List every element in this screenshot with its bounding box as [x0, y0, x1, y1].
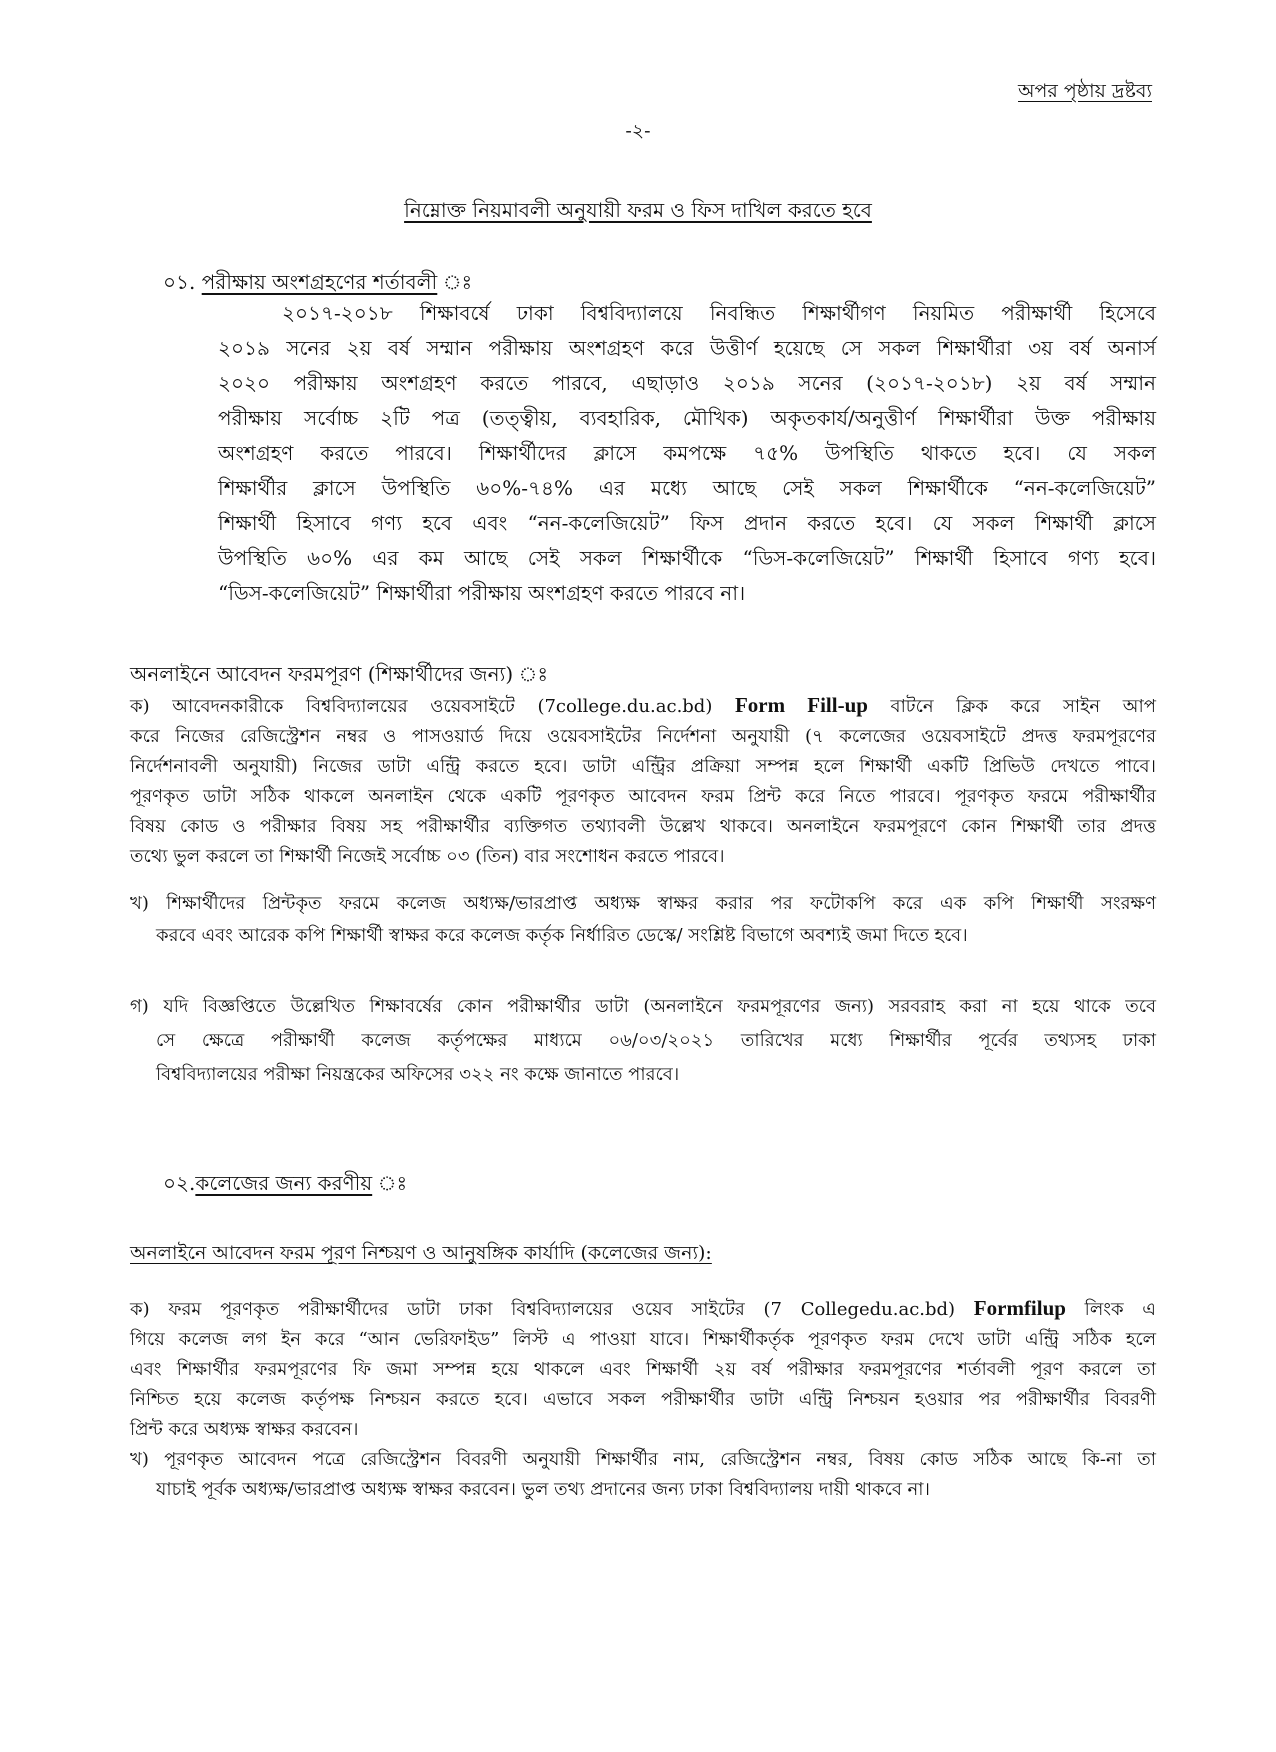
- paragraph-line: অংশগ্রহণ করতে পারবে। শিক্ষার্থীদের ক্লাসে কমপক্ষে ৭৫% উপস্থিতি থাকতে হবে। যে সকল: [218, 441, 1156, 465]
- section-2-number: ০২.: [163, 1171, 196, 1195]
- online-student-ka: [130, 690, 1156, 872]
- paragraph-line: নির্দেশনাবলী অনুযায়ী) নিজের ডাটা এন্ট্রি করতে হবে। ডাটা এন্ট্রির প্রক্রিয়া সম্পন্ন হলে শিক্ষার্থী একটি প্রিভিউ দেখতে পাবে।: [130, 756, 1156, 777]
- section-1-title: পরীক্ষায় অংশগ্রহণের শর্তাবলী: [201, 270, 438, 294]
- paragraph-line: খ) শিক্ষার্থীদের প্রিন্টকৃত ফরমে কলেজ অধ্যক্ষ/ভারপ্রাপ্ত অধ্যক্ষ স্বাক্ষর করার পর ফটোকপি করে এক কপি শিক্ষার্থী সংরক্ষণ: [130, 893, 1156, 914]
- section-1-number: ০১.: [163, 270, 196, 294]
- page-number: -২-: [625, 120, 651, 142]
- paragraph-line: [130, 690, 1156, 722]
- page-title: নিম্নোক্ত নিয়মাবলী অনুযায়ী ফরম ও ফিস দাখিল করতে হবে: [404, 198, 872, 222]
- form-fillup-button-ref: Form Fill-up: [734, 693, 868, 717]
- paragraph-line: যাচাই পূর্বক অধ্যক্ষ/ভারপ্রাপ্ত অধ্যক্ষ স্বাক্ষর করবেন। ভুল তথ্য প্রদানের জন্য ঢাকা বিশ্ববিদ্যালয় দায়ী থাকবে না।: [156, 1479, 930, 1500]
- paragraph-line: করে নিজের রেজিস্ট্রেশন নম্বর ও পাসওয়ার্ড দিয়ে ওয়েবসাইটের নির্দেশনা অনুযায়ী (৭ কলেজের ওয়েবসাইটে প্রদত্ত ফরমপূরণের: [130, 726, 1156, 747]
- paragraph-line: গ) যদি বিজ্ঞপ্তিতে উল্লেখিত শিক্ষাবর্ষের কোন পরীক্ষার্থীর ডাটা (অনলাইনে ফরমপূরণের জন্য) সরবরাহ করা না হয়ে থাকে তবে: [130, 996, 1156, 1017]
- section-1-colon: ঃ: [437, 270, 473, 294]
- formfilup-link-ref: Formfilup: [973, 1296, 1066, 1320]
- paragraph-line: পরীক্ষায় সর্বোচ্চ ২টি পত্র (তত্ত্বীয়, ব্যবহারিক, মৌখিক) অকৃতকার্য/অনুত্তীর্ণ শিক্ষার্থীরা উক্ত পরীক্ষায়: [218, 406, 1156, 430]
- paragraph-line: পূরণকৃত ডাটা সঠিক থাকলে অনলাইন থেকে একটি পূরণকৃত আবেদন ফরম প্রিন্ট করে নিতে পারবে। পূরণকৃত ফরমে পরীক্ষার্থীর: [130, 786, 1156, 807]
- paragraph-line: গিয়ে কলেজ লগ ইন করে “আন ভেরিফাইড” লিস্ট এ পাওয়া যাবে। শিক্ষার্থীকর্তৃক পূরণকৃত ফরম দেখে ডাটা এন্ট্রি সঠিক হলে: [130, 1329, 1156, 1350]
- paragraph-line: ২০১৯ সনের ২য় বর্ষ সম্মান পরীক্ষায় অংশগ্রহণ করে উত্তীর্ণ হয়েছে সে সকল শিক্ষার্থীরা ৩য় বর্ষ অনার্স: [218, 336, 1156, 360]
- section-1-heading: [163, 270, 472, 294]
- paragraph-line: শিক্ষার্থী হিসাবে গণ্য হবে এবং “নন-কলেজিয়েট” ফিস প্রদান করতে হবে। যে সকল শিক্ষার্থী ক্লাসে: [218, 511, 1156, 535]
- online-student-heading: অনলাইনে আবেদন ফরমপূরণ (শিক্ষার্থীদের জন্য) ঃ: [130, 662, 549, 686]
- ka-text-post: লিংক এ: [1065, 1299, 1156, 1320]
- paragraph-line: এবং শিক্ষার্থীর ফরমপূরণের ফি জমা সম্পন্ন হয়ে থাকলে এবং শিক্ষার্থী ২য় বর্ষ পরীক্ষার ফরমপূরণের শর্তাবলী পূরণ করলে তা: [130, 1359, 1156, 1380]
- paragraph-line: “ডিস-কলেজিয়েট” শিক্ষার্থীরা পরীক্ষায় অংশগ্রহণ করতে পারবে না।: [218, 581, 746, 605]
- section-2-colon: ঃ: [372, 1171, 408, 1195]
- paragraph-line: ২০২০ পরীক্ষায় অংশগ্রহণ করতে পারবে, এছাড়াও ২০১৯ সনের (২০১৭-২০১৮) ২য় বর্ষ সম্মান: [218, 371, 1156, 395]
- paragraph-line: ২০১৭-২০১৮ শিক্ষাবর্ষে ঢাকা বিশ্ববিদ্যালয়ে নিবন্ধিত শিক্ষার্থীগণ নিয়মিত পরীক্ষার্থী হিসেবে: [282, 301, 1156, 325]
- section-2-heading: [163, 1171, 407, 1195]
- online-student-ga: [130, 990, 1156, 1092]
- online-college-heading: অনলাইনে আবেদন ফরম পূরণ নিশ্চয়ণ ও আনুষঙ্গিক কার্যাদি (কলেজের জন্য):: [130, 1242, 712, 1264]
- ka-text-pre: ক) ফরম পূরণকৃত পরীক্ষার্থীদের ডাটা ঢাকা বিশ্ববিদ্যালয়ের ওয়েব সাইটের (7 Collegedu.ac.bd): [130, 1299, 974, 1320]
- paragraph-line: নিশ্চিত হয়ে কলেজ কর্তৃপক্ষ নিশ্চয়ন করতে হবে। এভাবে সকল পরীক্ষার্থীর ডাটা এন্ট্রি নিশ্চয়ন হওয়ার পর পরীক্ষার্থীর বিবরণী: [130, 1389, 1156, 1410]
- ka-text-post: বাটনে ক্লিক করে সাইন আপ: [867, 696, 1156, 717]
- paragraph-line: [130, 1293, 1156, 1325]
- paragraph-line: শিক্ষার্থীর ক্লাসে উপস্থিতি ৬০%-৭৪% এর মধ্যে আছে সেই সকল শিক্ষার্থীকে “নন-কলেজিয়েট”: [218, 476, 1156, 500]
- paragraph-line: খ) পূরণকৃত আবেদন পত্রে রেজিস্ট্রেশন বিবরণী অনুযায়ী শিক্ষার্থীর নাম, রেজিস্ট্রেশন নম্বর, বিষয় কোড সঠিক আছে কি-না তা: [130, 1449, 1156, 1470]
- paragraph-line: সে ক্ষেত্রে পরীক্ষার্থী কলেজ কর্তৃপক্ষের মাধ্যমে ০৬/০৩/২০২১ তারিখের মধ্যে শিক্ষার্থীর পূর্বের তথ্যসহ ঢাকা: [156, 1030, 1156, 1051]
- paragraph-line: তথ্যে ভুল করলে তা শিক্ষার্থী নিজেই সর্বোচ্চ ০৩ (তিন) বার সংশোধন করতে পারবে।: [130, 846, 725, 867]
- paragraph-line: প্রিন্ট করে অধ্যক্ষ স্বাক্ষর করবেন।: [130, 1419, 359, 1440]
- paragraph-line: বিষয় কোড ও পরীক্ষার বিষয় সহ পরীক্ষার্থীর ব্যক্তিগত তথ্যাবলী উল্লেখ থাকবে। অনলাইনে ফরমপূরণে কোন শিক্ষার্থী তার প্রদত্ত: [130, 816, 1156, 837]
- online-college-ka: [130, 1293, 1156, 1505]
- continued-overleaf-note: অপর পৃষ্ঠায় দ্রষ্টব্য: [1018, 80, 1152, 102]
- section-2-title: কলেজের জন্য করণীয়: [195, 1171, 373, 1195]
- ka-text-pre: ক) আবেদনকারীকে বিশ্ববিদ্যালয়ের ওয়েবসাইটে (7college.du.ac.bd): [130, 696, 735, 717]
- paragraph-line: উপস্থিতি ৬০% এর কম আছে সেই সকল শিক্ষার্থীকে “ডিস-কলেজিয়েট” শিক্ষার্থী হিসাবে গণ্য হবে।: [218, 546, 1156, 570]
- paragraph-line: করবে এবং আরেক কপি শিক্ষার্থী স্বাক্ষর করে কলেজ কর্তৃক নির্ধারিত ডেস্কে/ সংশ্লিষ্ট বিভাগে অবশ্যই জমা দিতে হবে।: [156, 925, 968, 946]
- online-student-kha: [130, 888, 1156, 952]
- paragraph-line: বিশ্ববিদ্যালয়ের পরীক্ষা নিয়ন্ত্রকের অফিসের ৩২২ নং কক্ষে জানাতে পারবে।: [156, 1064, 680, 1085]
- section-1-paragraph: [218, 296, 1156, 611]
